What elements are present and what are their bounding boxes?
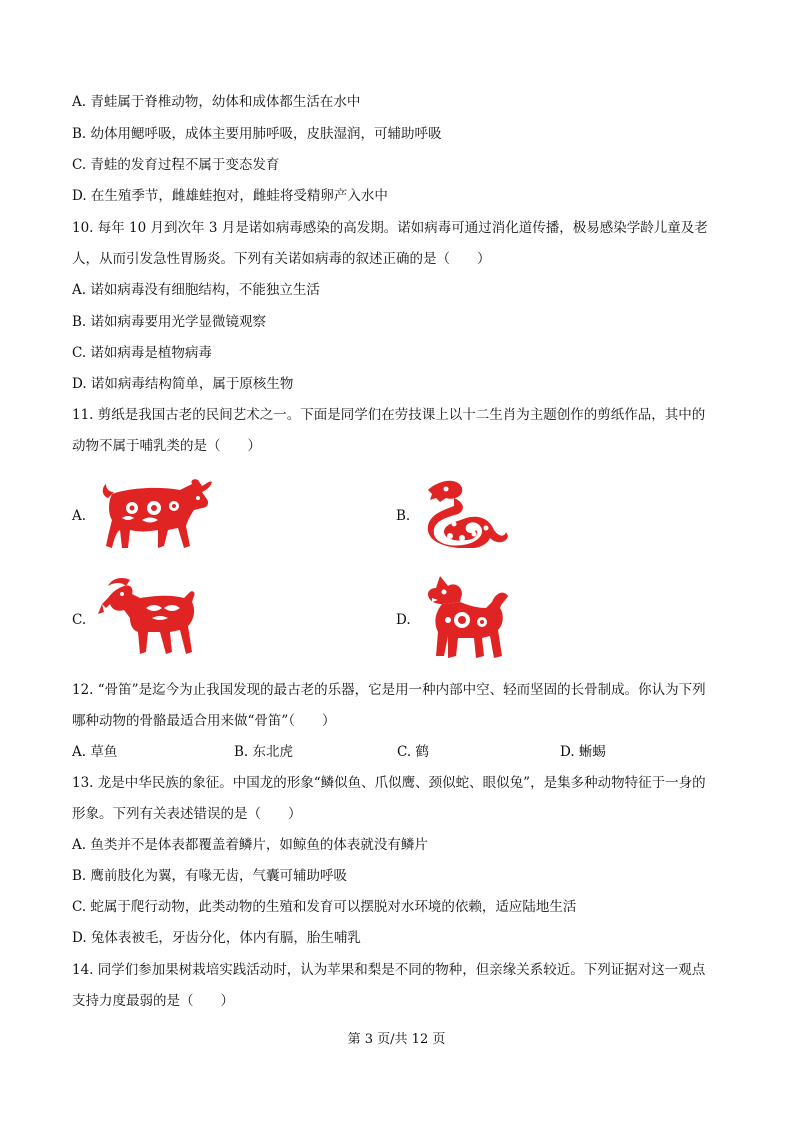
goat-papercut-icon (96, 574, 200, 658)
q9-option-d: D. 在生殖季节，雌雄蛙抱对，雌蛙将受精卵产入水中 (72, 188, 388, 204)
ox-papercut-icon (98, 476, 220, 554)
q12-option-a: A. 草鱼 (72, 744, 118, 760)
q10-option-b: B. 诺如病毒要用光学显微镜观察 (72, 314, 267, 330)
q11-label-d: D. (396, 612, 411, 628)
q13-stem-line1: 13. 龙是中华民族的象征。中国龙的形象“鳞似鱼、爪似鹰、颈似蛇、眼似兔”，是集多种动物特征于一身的 (72, 775, 706, 791)
dog-papercut-icon (422, 574, 512, 660)
q12-option-c: C. 鹤 (397, 744, 429, 760)
q13-option-a: A. 鱼类并不是体表都覆盖着鳞片，如鲸鱼的体表就没有鳞片 (72, 837, 428, 853)
q12-option-d: D. 蜥蜴 (560, 744, 606, 760)
q11-stem-line2: 动物不属于哺乳类的是（ ） (72, 438, 261, 454)
q14-stem-line1: 14. 同学们参加果树栽培实践活动时，认为苹果和梨是不同的物种，但亲缘关系较近。下列证据对这一观点 (72, 962, 706, 978)
q11-label-b: B. (396, 508, 411, 524)
q12-stem-line1: 12. “骨笛”是迄今为止我国发现的最古老的乐器，它是用一种内部中空、轻而坚固的长骨制成。你认为下列 (72, 682, 706, 698)
q11-label-c: C. (72, 612, 87, 628)
q13-option-c: C. 蛇属于爬行动物，此类动物的生殖和发育可以摆脱对水环境的依赖，适应陆地生活 (72, 899, 577, 915)
q10-option-d: D. 诺如病毒结构简单，属于原核生物 (72, 376, 294, 392)
q9-option-a: A. 青蛙属于脊椎动物，幼体和成体都生活在水中 (72, 94, 361, 110)
q10-option-a: A. 诺如病毒没有细胞结构，不能独立生活 (72, 282, 320, 298)
q9-option-b: B. 幼体用鳃呼吸，成体主要用肺呼吸，皮肤湿润，可辅助呼吸 (72, 126, 442, 142)
q11-label-a: A. (72, 508, 87, 524)
q12-stem-line2: 哪种动物的骨骼最适合用来做“骨笛”（ ） (72, 713, 336, 729)
q12-option-b: B. 东北虎 (234, 744, 294, 760)
q11-stem-line1: 11. 剪纸是我国古老的民间艺术之一。下面是同学们在劳技课上以十二生肖为主题创作的剪纸作品，其中的 (72, 407, 706, 423)
q14-stem-line2: 支持力度最弱的是（ ） (72, 993, 234, 1009)
q13-option-d: D. 兔体表被毛，牙齿分化，体内有膈，胎生哺乳 (72, 930, 361, 946)
q10-stem-line2: 人，从而引发急性胃肠炎。下列有关诺如病毒的叙述正确的是（ ） (72, 251, 491, 267)
page-footer: 第 3 页/共 12 页 (347, 1032, 446, 1047)
q13-option-b: B. 鹰前肢化为翼，有喙无齿，气囊可辅助呼吸 (72, 868, 348, 884)
snake-papercut-icon (424, 478, 510, 548)
q10-stem-line1: 10. 每年 10 月到次年 3 月是诺如病毒感染的高发期。诺如病毒可通过消化道传播，极易感染学龄儿童及老 (72, 220, 708, 236)
q13-stem-line2: 形象。下列有关表述错误的是（ ） (72, 806, 302, 822)
q10-option-c: C. 诺如病毒是植物病毒 (72, 345, 212, 361)
q9-option-c: C. 青蛙的发育过程不属于变态发育 (72, 157, 280, 173)
